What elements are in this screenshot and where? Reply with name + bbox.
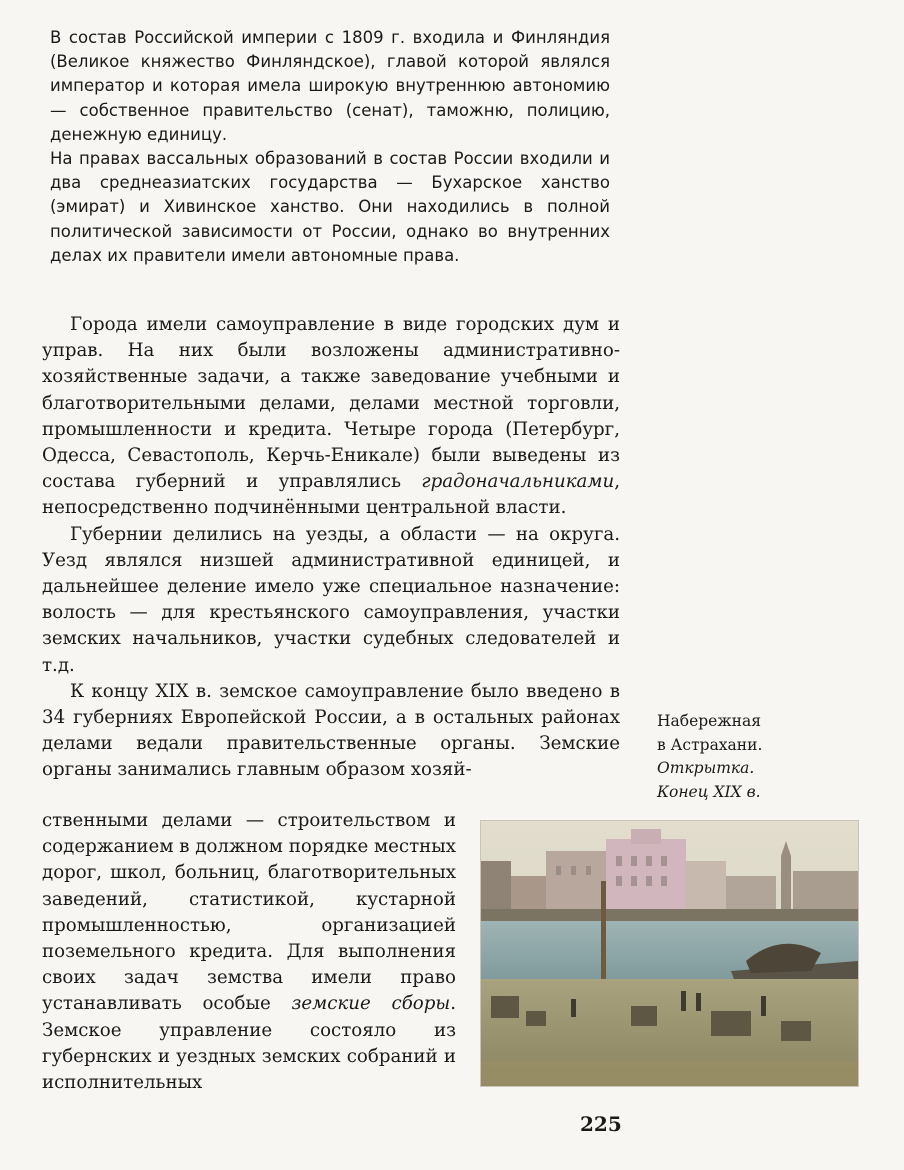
- caption-line: Набережная: [657, 712, 761, 730]
- italic-term: градоначальниками: [421, 471, 615, 493]
- page-number: 225: [580, 1112, 622, 1136]
- caption-line: Открытка.: [657, 759, 755, 777]
- note-paragraph-finland: В состав Российской империи с 1809 г. входила и Финляндия (Великое княжество Финляндское), главой которой являлся император и которая имела широкую внутреннюю автономию — собственное правительство (сенат), таможню, полицию, денежную единицу.: [50, 28, 610, 144]
- text-run: . Земское управление состояло из губернских и уездных земских собраний и исполнительных: [42, 993, 456, 1094]
- text-run: ственными делами — строительством и содержанием в должном порядке местных дорог, школ, больниц, благотворительных заведений, статистикой, кустарной промышленностью, организацией поземельного кредита. Для выполнения своих задач земства имели право устанавливать особые: [42, 810, 457, 1015]
- sidebar-note: [50, 26, 610, 268]
- paragraph-cities: [42, 312, 620, 522]
- caption-line: в Астрахани.: [657, 735, 763, 754]
- paragraph-zemstvo: К концу XIX в. земское самоуправление было введено в 34 губерниях Европейской России, а в остальных районах делами ведали правительственные органы. Земские органы занимались главным образом хозяй-: [42, 680, 620, 781]
- image-caption: [657, 710, 857, 804]
- paragraph-provinces: Губернии делились на уезды, а области — на округа. Уезд являлся низшей административной единицей, и дальнейшее деление имело уже специальное назначение: волость — для крестьянского самоуправления, участки земских начальников, участки судебных следователей и т.д.: [42, 523, 620, 676]
- main-text: [42, 312, 620, 784]
- astrakhan-embankment-illustration: [481, 821, 858, 1086]
- italic-term: земские сборы: [291, 993, 451, 1015]
- text-run: , непосредственно подчинёнными центральной власти.: [42, 471, 620, 519]
- main-text-continued: [42, 808, 456, 1096]
- text-run: Города имели самоуправление в виде городских дум и управ. На них были возложены административно-хозяйственные задачи, а также заведование учебными и благотворительными делами, делами местной торговли, промышленности и кредита. Четыре города (Петербург, Одесса, Севастополь, Керчь-Еникале) были выведены из состава губерний и управлялись: [42, 314, 620, 493]
- postcard-image: [480, 820, 859, 1087]
- note-paragraph-central-asia: На правах вассальных образований в состав России входили и два среднеазиатских государства — Бухарское ханство (эмират) и Хивинское ханство. Они находились в полной политической зависимости от России, однако во внутренних делах их правители имели автономные права.: [50, 149, 610, 265]
- caption-line: Конец XIX в.: [657, 782, 761, 801]
- paragraph-zemstvo-continued: [42, 808, 456, 1096]
